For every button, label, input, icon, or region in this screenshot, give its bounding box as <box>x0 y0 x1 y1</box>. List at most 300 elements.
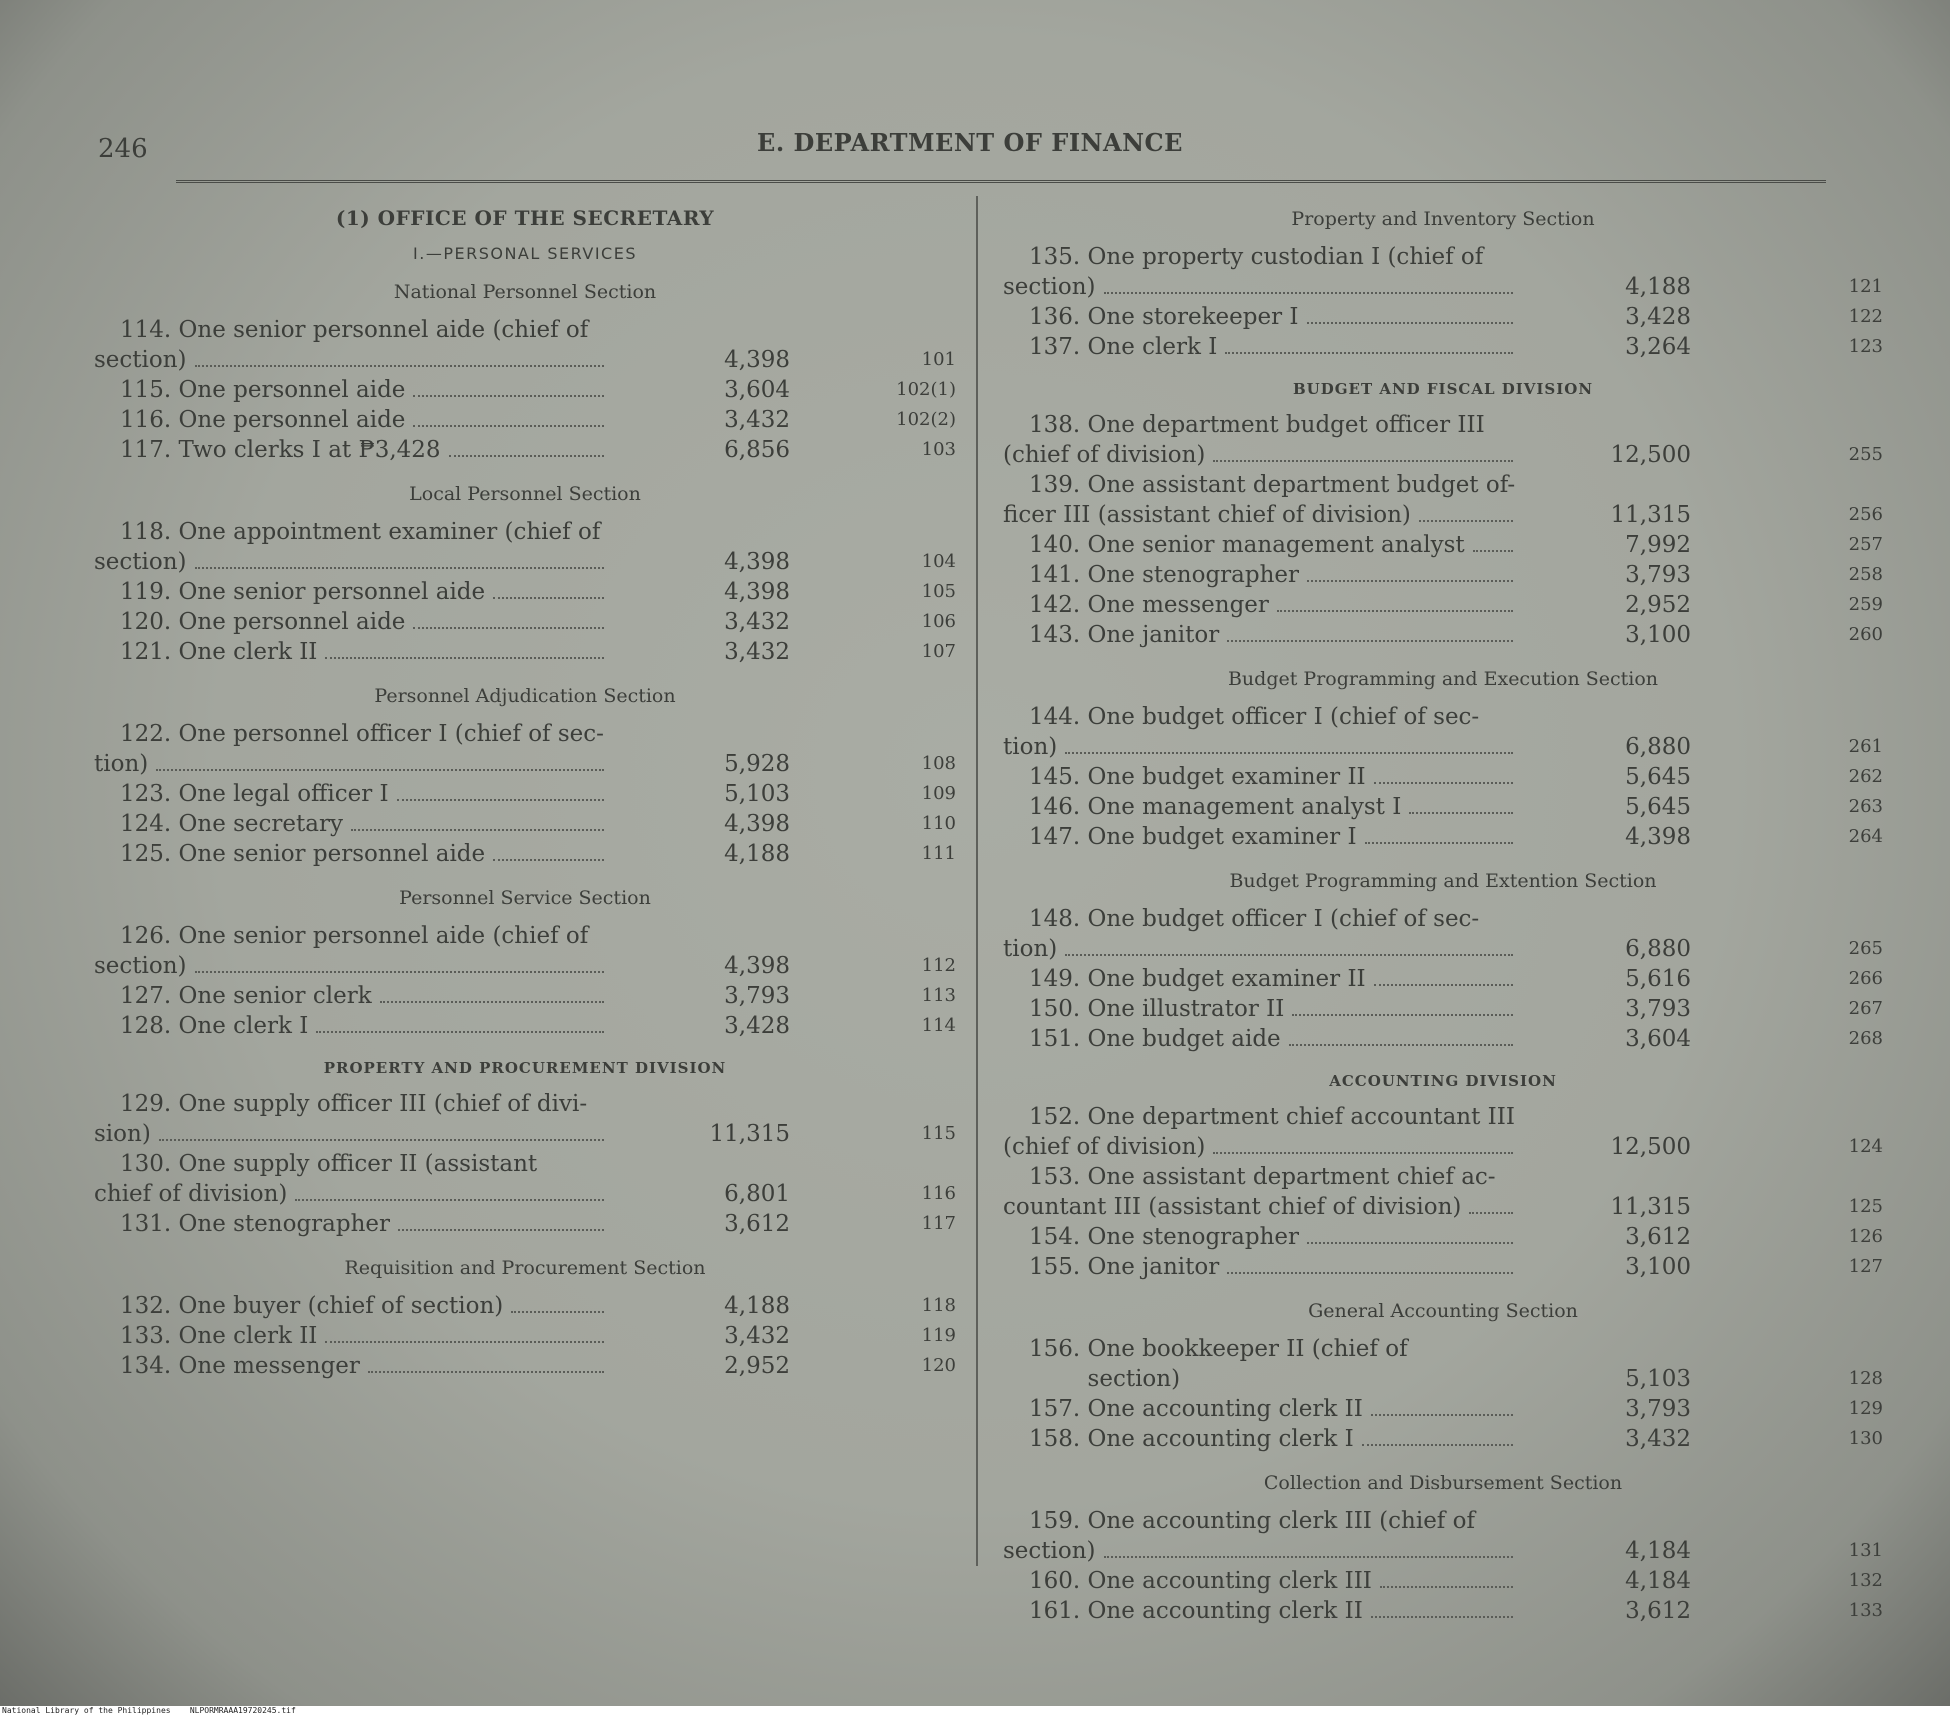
item-line <box>1003 762 1519 792</box>
item-line <box>94 1321 610 1351</box>
item-number: 140. <box>1029 532 1081 558</box>
item-line-1 <box>1003 1506 1519 1536</box>
item-description <box>94 839 610 869</box>
item-title: Two clerks I at ₱3,428 <box>178 437 441 463</box>
item-line <box>1003 1252 1519 1282</box>
section-heading: Personnel Adjudication Section <box>374 685 676 707</box>
table-row <box>94 1351 956 1381</box>
dot-leader <box>1307 1241 1513 1244</box>
item-title: One storekeeper I <box>1087 304 1299 330</box>
item-amount: 3,793 <box>1625 996 1691 1022</box>
item-description <box>1003 1252 1519 1282</box>
table-row <box>94 839 956 869</box>
item-line-2 <box>1003 934 1519 964</box>
dot-leader <box>1104 1555 1513 1558</box>
item-description <box>94 981 610 1011</box>
item-description <box>1003 994 1519 1024</box>
item-title: One personnel aide <box>178 377 406 403</box>
item-line-1 <box>94 315 610 345</box>
item-line <box>1003 822 1519 852</box>
division-heading: ACCOUNTING DIVISION <box>1329 1072 1557 1090</box>
item-amount: 5,645 <box>1625 764 1691 790</box>
item-code: 260 <box>1848 624 1883 645</box>
item-number: 136. <box>1029 304 1081 330</box>
item-description <box>1003 1394 1519 1424</box>
item-description <box>94 405 610 435</box>
left-column <box>94 200 956 1381</box>
item-code: 101 <box>921 349 956 370</box>
dot-leader <box>156 768 604 771</box>
item-number: 119. <box>120 579 172 605</box>
item-number: 150. <box>1029 996 1081 1022</box>
right-column <box>1003 200 1883 1626</box>
item-line-2 <box>1003 440 1519 470</box>
dot-leader <box>351 828 604 831</box>
item-number: 124. <box>120 811 172 837</box>
item-title-cont: tion) <box>1003 936 1058 962</box>
dot-leader <box>1227 639 1513 642</box>
dot-leader <box>1277 609 1513 612</box>
item-title: One budget aide <box>1087 1026 1281 1052</box>
item-number: 121. <box>120 639 172 665</box>
table-row <box>94 1291 956 1321</box>
item-description <box>1003 1334 1519 1394</box>
section-heading: Budget Programming and Extention Section <box>1229 870 1657 892</box>
dot-leader <box>1307 321 1513 324</box>
item-code: 115 <box>921 1123 956 1144</box>
item-description <box>1003 1506 1519 1566</box>
item-description <box>94 577 610 607</box>
item-title: One senior personnel aide (chief of <box>178 317 589 343</box>
item-number: 129. <box>120 1091 172 1117</box>
dot-leader <box>159 1138 604 1141</box>
item-title: One budget examiner I <box>1087 824 1357 850</box>
item-description <box>94 607 610 637</box>
item-line-1 <box>1003 904 1519 934</box>
section-heading: National Personnel Section <box>393 281 657 303</box>
item-description <box>1003 242 1519 302</box>
dot-leader <box>380 1000 604 1003</box>
item-line <box>1003 302 1519 332</box>
item-title: One secretary <box>178 811 343 837</box>
item-number: 120. <box>120 609 172 635</box>
item-amount: 6,880 <box>1625 936 1691 962</box>
item-number: 131. <box>120 1211 172 1237</box>
item-description <box>94 779 610 809</box>
table-row <box>1003 1566 1883 1596</box>
item-title-cont: section) <box>1003 274 1096 300</box>
dot-leader <box>449 454 604 457</box>
dot-leader <box>1371 1615 1513 1618</box>
item-code: 126 <box>1848 1226 1883 1247</box>
dot-leader <box>1409 811 1513 814</box>
item-number: 130. <box>120 1151 172 1177</box>
item-amount: 3,793 <box>724 983 790 1009</box>
item-code: 255 <box>1848 444 1883 465</box>
item-amount: 4,184 <box>1625 1568 1691 1594</box>
dot-leader <box>1362 1443 1513 1446</box>
item-description <box>94 517 610 577</box>
table-row <box>1003 1424 1883 1454</box>
item-line <box>94 1209 610 1239</box>
item-number: 143. <box>1029 622 1081 648</box>
table-row <box>1003 590 1883 620</box>
item-number: 126. <box>120 923 172 949</box>
item-line-1 <box>94 517 610 547</box>
dot-leader <box>1374 983 1513 986</box>
item-amount: 3,432 <box>724 407 790 433</box>
item-code: 131 <box>1848 1540 1883 1561</box>
item-line-2 <box>1003 1132 1519 1162</box>
table-row <box>1003 904 1883 964</box>
item-description <box>94 719 610 779</box>
item-amount: 3,428 <box>724 1013 790 1039</box>
item-line-1 <box>1003 1162 1519 1192</box>
item-title: One accounting clerk III (chief of <box>1087 1508 1475 1534</box>
table-row <box>1003 1162 1883 1222</box>
item-code: 266 <box>1848 968 1883 989</box>
table-row <box>1003 792 1883 822</box>
table-row <box>1003 1252 1883 1282</box>
item-amount: 3,428 <box>1625 304 1691 330</box>
item-code: 118 <box>921 1295 956 1316</box>
item-line <box>1003 620 1519 650</box>
item-line <box>1003 1024 1519 1054</box>
item-title: One accounting clerk II <box>1087 1396 1363 1422</box>
item-number: 141. <box>1029 562 1081 588</box>
item-amount: 5,616 <box>1625 966 1691 992</box>
item-amount: 7,992 <box>1625 532 1691 558</box>
item-title: One supply officer II (assistant <box>178 1151 538 1177</box>
item-amount: 4,188 <box>1625 274 1691 300</box>
item-description <box>94 637 610 667</box>
item-title: One legal officer I <box>178 781 389 807</box>
item-code: 120 <box>921 1355 956 1376</box>
dot-leader <box>1374 781 1513 784</box>
item-code: 102(2) <box>896 409 956 430</box>
item-amount: 4,188 <box>724 841 790 867</box>
item-title: One stenographer <box>1087 1224 1300 1250</box>
table-row <box>94 981 956 1011</box>
dot-leader <box>195 364 604 367</box>
dot-leader <box>1473 549 1513 552</box>
item-title: One personnel aide <box>178 609 406 635</box>
item-code: 116 <box>921 1183 956 1204</box>
item-description <box>1003 530 1519 560</box>
dot-leader <box>1225 351 1513 354</box>
item-description <box>94 921 610 981</box>
item-description <box>1003 560 1519 590</box>
item-line <box>94 435 610 465</box>
item-number: 151. <box>1029 1026 1081 1052</box>
dot-leader <box>1307 579 1513 582</box>
item-title: One accounting clerk I <box>1087 1426 1354 1452</box>
section-heading: Budget Programming and Execution Section <box>1227 668 1659 690</box>
item-description <box>94 1351 610 1381</box>
item-title: One janitor <box>1087 622 1220 648</box>
item-amount: 5,103 <box>724 781 790 807</box>
item-line <box>94 607 610 637</box>
item-title-cont: (chief of division) <box>1003 1134 1206 1160</box>
item-number: 132. <box>120 1293 172 1319</box>
item-line <box>94 1351 610 1381</box>
item-description <box>1003 1596 1519 1626</box>
item-code: 133 <box>1848 1600 1883 1621</box>
dot-leader <box>1419 519 1513 522</box>
item-line <box>94 405 610 435</box>
dot-leader <box>325 656 604 659</box>
dot-leader <box>1213 1151 1513 1154</box>
item-code: 129 <box>1848 1398 1883 1419</box>
item-title: One budget officer I (chief of sec- <box>1087 704 1480 730</box>
item-amount: 12,500 <box>1610 1134 1691 1160</box>
item-code: 257 <box>1848 534 1883 555</box>
item-number: 142. <box>1029 592 1081 618</box>
item-number: 146. <box>1029 794 1081 820</box>
table-row <box>1003 1394 1883 1424</box>
item-description <box>94 1089 610 1149</box>
item-line-2 <box>94 951 610 981</box>
item-title: One janitor <box>1087 1254 1220 1280</box>
page-number: 246 <box>98 134 148 164</box>
dot-leader <box>413 424 604 427</box>
table-row <box>94 1011 956 1041</box>
item-description <box>1003 1222 1519 1252</box>
item-amount: 5,928 <box>724 751 790 777</box>
item-title-cont: (chief of division) <box>1003 442 1206 468</box>
item-description <box>94 1291 610 1321</box>
item-description <box>1003 332 1519 362</box>
table-row <box>94 607 956 637</box>
item-code: 262 <box>1848 766 1883 787</box>
item-line-2 <box>1003 1192 1519 1222</box>
item-code: 256 <box>1848 504 1883 525</box>
table-row <box>94 637 956 667</box>
item-description <box>94 809 610 839</box>
table-row <box>94 719 956 779</box>
item-number: 152. <box>1029 1104 1081 1130</box>
item-title-cont: section) <box>94 347 187 373</box>
item-description <box>1003 964 1519 994</box>
item-number: 137. <box>1029 334 1081 360</box>
item-amount: 6,856 <box>724 437 790 463</box>
item-amount: 3,100 <box>1625 1254 1691 1280</box>
item-line-2 <box>94 345 610 375</box>
item-code: 265 <box>1848 938 1883 959</box>
item-line-2 <box>1003 732 1519 762</box>
table-row <box>94 809 956 839</box>
item-code: 123 <box>1848 336 1883 357</box>
item-number: 145. <box>1029 764 1081 790</box>
item-number: 139. <box>1029 472 1081 498</box>
item-number: 123. <box>120 781 172 807</box>
item-title: One senior personnel aide <box>178 841 486 867</box>
table-row <box>94 779 956 809</box>
item-code: 130 <box>1848 1428 1883 1449</box>
item-number: 157. <box>1029 1396 1081 1422</box>
table-row <box>94 405 956 435</box>
footer-source: National Library of the Philippines <box>2 1706 171 1715</box>
dot-leader <box>1289 1043 1513 1046</box>
item-amount: 3,612 <box>724 1211 790 1237</box>
dot-leader <box>1371 1413 1513 1416</box>
item-number: 115. <box>120 377 172 403</box>
item-amount: 12,500 <box>1610 442 1691 468</box>
item-number: 160. <box>1029 1568 1081 1594</box>
dot-leader <box>1065 953 1513 956</box>
item-number: 161. <box>1029 1598 1081 1624</box>
dot-leader <box>1469 1211 1513 1214</box>
item-title: One property custodian I (chief of <box>1087 244 1484 270</box>
item-description <box>1003 620 1519 650</box>
item-title: One management analyst I <box>1087 794 1402 820</box>
item-line <box>1003 530 1519 560</box>
section-heading: Collection and Disbursement Section <box>1263 1472 1623 1494</box>
item-line-1 <box>1003 242 1519 272</box>
item-code: 102(1) <box>896 379 956 400</box>
table-row <box>1003 1334 1883 1394</box>
table-row <box>1003 1102 1883 1162</box>
item-amount: 3,432 <box>724 609 790 635</box>
item-title: One buyer (chief of section) <box>178 1293 504 1319</box>
table-row <box>1003 1024 1883 1054</box>
table-row <box>94 1089 956 1149</box>
item-title: One department budget officer III <box>1087 412 1485 438</box>
item-title: One clerk II <box>178 639 318 665</box>
item-line-1 <box>1003 410 1519 440</box>
table-row <box>1003 470 1883 530</box>
item-description <box>1003 762 1519 792</box>
item-line <box>1003 1222 1519 1252</box>
item-number: 159. <box>1029 1508 1081 1534</box>
table-row <box>1003 332 1883 362</box>
item-code: 122 <box>1848 306 1883 327</box>
item-code: 103 <box>921 439 956 460</box>
item-amount: 11,315 <box>1610 1194 1691 1220</box>
item-description <box>1003 1424 1519 1454</box>
item-amount: 4,398 <box>724 811 790 837</box>
item-line <box>94 637 610 667</box>
section-heading: General Accounting Section <box>1308 1300 1578 1322</box>
dot-leader <box>1380 1585 1513 1588</box>
item-amount: 5,103 <box>1625 1366 1691 1392</box>
item-title: One messenger <box>1087 592 1269 618</box>
item-amount: 3,432 <box>724 1323 790 1349</box>
item-line <box>1003 1566 1519 1596</box>
item-description <box>1003 1162 1519 1222</box>
item-number: 148. <box>1029 906 1081 932</box>
item-amount: 4,398 <box>724 579 790 605</box>
item-number: 138. <box>1029 412 1081 438</box>
table-row <box>94 577 956 607</box>
item-title: One senior management analyst <box>1087 532 1465 558</box>
item-description <box>1003 702 1519 762</box>
item-code: 125 <box>1848 1196 1883 1217</box>
item-line <box>1003 964 1519 994</box>
item-title: One stenographer <box>178 1211 391 1237</box>
item-line <box>94 577 610 607</box>
dot-leader <box>397 798 604 801</box>
item-title: One budget examiner II <box>1087 966 1366 992</box>
item-code: 110 <box>921 813 956 834</box>
item-line <box>1003 1424 1519 1454</box>
dot-leader <box>1292 1013 1513 1016</box>
table-row <box>1003 964 1883 994</box>
item-line <box>1003 1334 1519 1394</box>
item-code: 107 <box>921 641 956 662</box>
item-description <box>1003 302 1519 332</box>
item-amount: 3,793 <box>1625 562 1691 588</box>
item-title-cont: section) <box>94 549 187 575</box>
item-number: 125. <box>120 841 172 867</box>
item-title-cont: tion) <box>94 751 149 777</box>
item-amount: 6,801 <box>724 1181 790 1207</box>
item-amount: 2,952 <box>724 1353 790 1379</box>
item-code: 128 <box>1848 1368 1883 1389</box>
item-description <box>1003 590 1519 620</box>
dot-leader <box>195 970 604 973</box>
dot-leader <box>1065 751 1513 754</box>
table-row <box>94 375 956 405</box>
item-title-cont: countant III (assistant chief of division) <box>1003 1194 1462 1220</box>
item-amount: 3,604 <box>724 377 790 403</box>
item-description <box>1003 1102 1519 1162</box>
item-amount: 3,432 <box>1625 1426 1691 1452</box>
item-description <box>94 375 610 405</box>
table-row <box>94 921 956 981</box>
item-number: 156. <box>1029 1336 1081 1362</box>
item-title: One stenographer <box>1087 562 1300 588</box>
table-row <box>1003 762 1883 792</box>
item-line-1 <box>94 1089 610 1119</box>
item-title: One assistant department budget of- <box>1087 472 1516 498</box>
item-amount: 4,188 <box>724 1293 790 1319</box>
item-title: One bookkeeper II (chief of section) <box>1087 1336 1408 1392</box>
item-amount: 11,315 <box>1610 502 1691 528</box>
item-description <box>1003 1024 1519 1054</box>
item-title: One senior clerk <box>178 983 372 1009</box>
item-number: 155. <box>1029 1254 1081 1280</box>
item-line <box>94 779 610 809</box>
item-number: 134. <box>120 1353 172 1379</box>
item-amount: 3,612 <box>1625 1224 1691 1250</box>
item-amount: 3,612 <box>1625 1598 1691 1624</box>
office-heading: (1) OFFICE OF THE SECRETARY <box>335 206 715 230</box>
item-line <box>94 981 610 1011</box>
dot-leader <box>493 858 604 861</box>
table-row <box>94 517 956 577</box>
item-code: 113 <box>921 985 956 1006</box>
item-description <box>94 1321 610 1351</box>
item-line <box>1003 590 1519 620</box>
item-number: 149. <box>1029 966 1081 992</box>
item-title: One illustrator II <box>1087 996 1285 1022</box>
item-line <box>94 375 610 405</box>
table-row <box>1003 1596 1883 1626</box>
table-row <box>94 1209 956 1239</box>
dot-leader <box>195 566 604 569</box>
item-number: 116. <box>120 407 172 433</box>
item-amount: 4,184 <box>1625 1538 1691 1564</box>
item-line <box>1003 792 1519 822</box>
item-title: One senior personnel aide (chief of <box>178 923 589 949</box>
table-row <box>94 1321 956 1351</box>
item-line <box>94 1011 610 1041</box>
item-code: 121 <box>1848 276 1883 297</box>
table-row <box>94 435 956 465</box>
section-heading: Local Personnel Section <box>409 483 641 505</box>
item-number: 154. <box>1029 1224 1081 1250</box>
